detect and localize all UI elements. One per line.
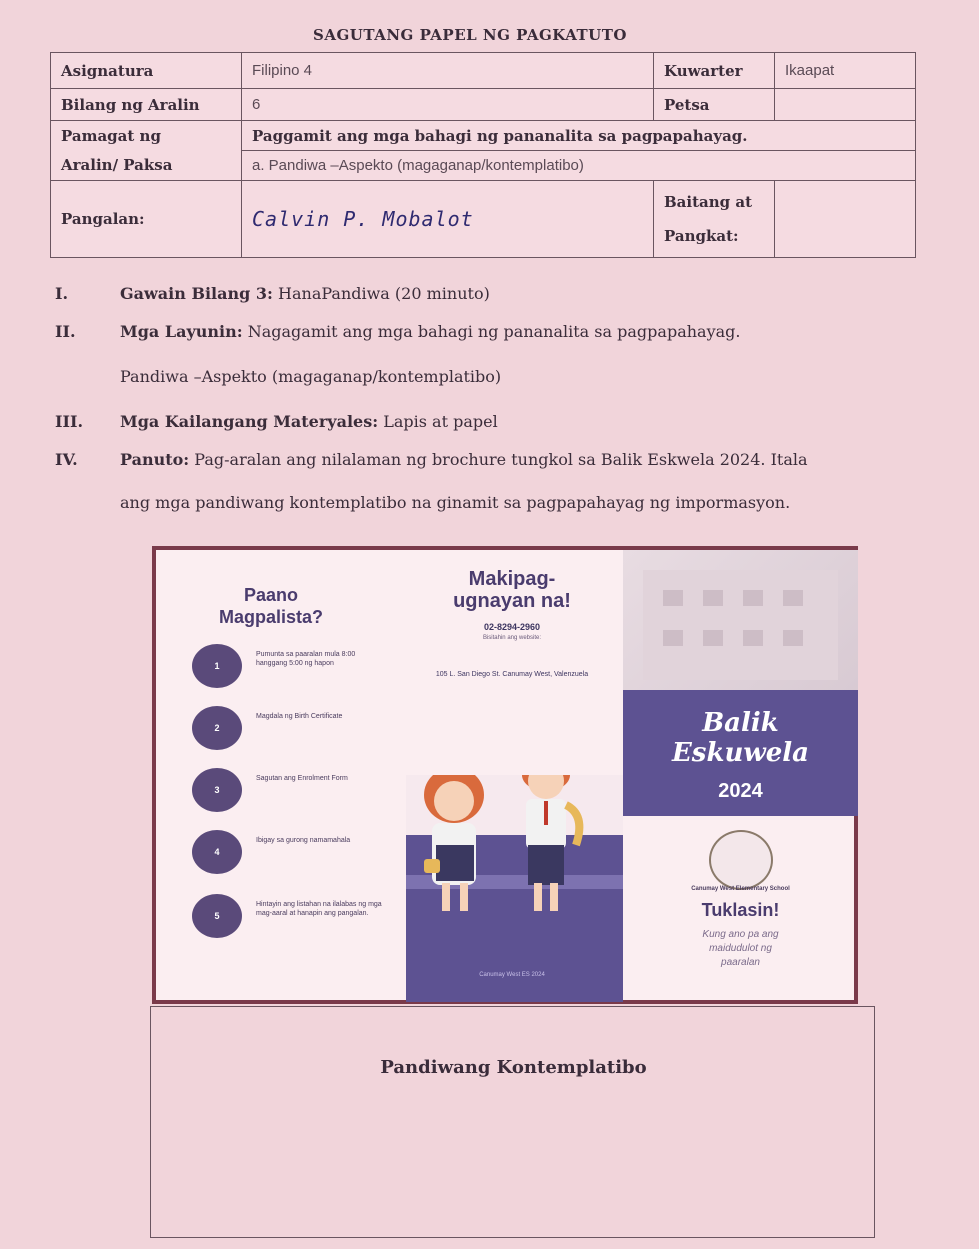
eskuwela-text: Eskuwela [671, 738, 810, 768]
kuwarter-label: Kuwarter [654, 53, 775, 89]
section-1-text: HanaPandiwa (20 minuto) [272, 284, 490, 303]
balik-eskuwela-title [623, 708, 858, 768]
step-item [192, 768, 392, 814]
steps-title [156, 584, 386, 628]
section-1-num: I. [55, 284, 69, 303]
step-text: Sagutan ang Enrolment Form [256, 775, 348, 782]
step-text: Magdala ng Birth Certificate [256, 713, 343, 720]
students-illustration-svg [406, 775, 623, 1002]
step-item [192, 894, 392, 940]
pamagat-value-1: Paggamit ang mga bahagi ng pananalita sa pagpapahayag. [242, 121, 916, 151]
info-table [50, 52, 916, 258]
step-number: 5 [192, 894, 242, 938]
petsa-label: Petsa [654, 89, 775, 121]
school-address: 105 L. San Diego St. Canumay West, Valenzuela [435, 671, 589, 678]
pamagat-label-1: Pamagat ng [51, 121, 242, 151]
asignatura-value: Filipino 4 [242, 53, 654, 89]
tuklasin-subtext-3: paaralan [721, 957, 760, 968]
section-4-continuation: ang mga pandiwang kontemplatibo na ginamit sa pagpapahayag ng impormasyon. [120, 493, 791, 512]
step-number: 4 [192, 830, 242, 874]
pangalan-label: Pangalan: [51, 181, 242, 258]
answer-title: Pandiwang Kontemplatibo [380, 1057, 647, 1078]
contact-title-1: Makipag- [468, 568, 556, 590]
step-item [192, 706, 392, 752]
section-3-text: Lapis at papel [378, 412, 498, 431]
school-name: Canumay West Elementary School [691, 886, 790, 892]
step-number: 2 [192, 706, 242, 750]
baitang-label-2: Pangkat: [664, 227, 739, 245]
step-text: Ibigay sa gurong namamahala [256, 837, 351, 844]
tuklasin-heading: Tuklasin! [701, 900, 780, 920]
section-2-head: Mga Layunin: [120, 322, 243, 341]
section-3-head: Mga Kailangang Materyales: [120, 412, 379, 431]
section-2-continuation: Pandiwa –Aspekto (magaganap/kontemplatibo) [120, 367, 502, 386]
tuklasin-subtext-1: Kung ano pa ang [702, 929, 779, 940]
brochure-panel-steps [156, 550, 401, 1000]
school-photo [623, 550, 858, 690]
brochure [152, 546, 858, 1004]
baitang-value[interactable] [775, 181, 916, 258]
section-2-num: II. [55, 322, 76, 341]
school-seal-icon [709, 830, 773, 890]
baitang-label-1: Baitang at [664, 193, 753, 211]
asignatura-label: Asignatura [51, 53, 242, 89]
section-4-num: IV. [55, 450, 78, 469]
copyright-text: Canumay West ES 2024 [479, 972, 545, 978]
phone-number: 02-8294-2960 [483, 622, 541, 632]
step-item [192, 830, 392, 876]
steps-title-2: Magpalista? [218, 607, 324, 627]
tuklasin-subtext [623, 928, 858, 970]
section-2 [55, 321, 740, 343]
pamagat-label-2: Aralin/ Paksa [51, 151, 242, 181]
page-title: SAGUTANG PAPEL NG PAGKATUTO [313, 26, 627, 44]
balik-text: Balik [702, 708, 779, 738]
section-1-head: Gawain Bilang 3: [120, 284, 273, 303]
section-3 [55, 411, 498, 433]
contact-title [401, 568, 623, 612]
step-number: 3 [192, 768, 242, 812]
section-4-head: Panuto: [120, 450, 190, 469]
school-photo-svg [623, 550, 858, 690]
step-text: Hintayin ang listahan na ilalabas ng mga mag-aaral at hanapin ang pangalan. [256, 901, 382, 917]
tuklasin-subtext-2: maidudulot ng [709, 943, 772, 954]
website-label: Bisitahin ang website: [482, 635, 542, 641]
pangalan-value[interactable]: Calvin P. Mobalot [242, 181, 654, 258]
brochure-panel-contact [401, 550, 623, 1000]
students-illustration [406, 775, 623, 1002]
step-text: Pumunta sa paaralan mula 8:00 hanggang 5:00 ng hapon [256, 651, 356, 667]
bilang-label: Bilang ng Aralin [51, 89, 242, 121]
section-4 [55, 449, 808, 471]
pamagat-value-2: a. Pandiwa –Aspekto (magaganap/kontemplatibo) [242, 151, 916, 181]
section-4-text: Pag-aralan ang nilalaman ng brochure tungkol sa Balik Eskwela 2024. Itala [189, 450, 808, 469]
step-item [192, 644, 392, 690]
brochure-panel-cover [623, 550, 858, 1000]
petsa-value [775, 89, 916, 121]
section-2-text: Nagagamit ang mga bahagi ng pananalita sa pagpapahayag. [242, 322, 741, 341]
contact-title-2: ugnayan na! [453, 590, 571, 612]
kuwarter-value: Ikaapat [775, 53, 916, 89]
baitang-label [654, 181, 775, 258]
section-1 [55, 283, 490, 305]
cover-year: 2024 [718, 780, 763, 802]
answer-box[interactable] [150, 1006, 875, 1238]
section-3-num: III. [55, 412, 84, 431]
step-number: 1 [192, 644, 242, 688]
bilang-value: 6 [242, 89, 654, 121]
steps-title-1: Paano [243, 585, 299, 605]
